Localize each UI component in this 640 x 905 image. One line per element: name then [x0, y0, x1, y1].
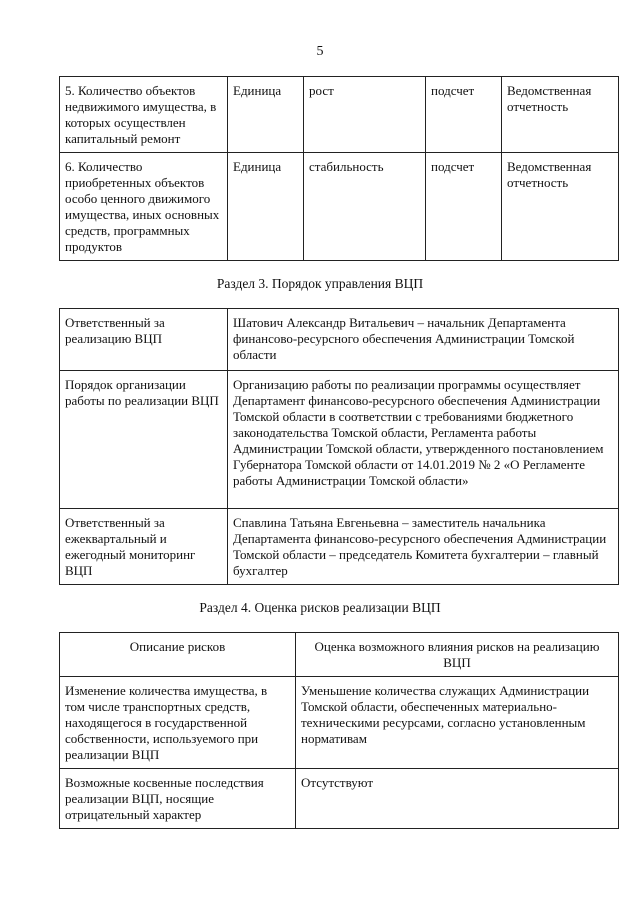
table-header-row — [60, 633, 619, 677]
management-label: Ответственный за ежеквартальный и ежегодный мониторинг ВЦП — [60, 509, 228, 585]
management-value: Шатович Александр Витальевич – начальник Департамента финансово-ресурсного обеспечения Администрации Томской области — [228, 309, 619, 371]
table-row — [60, 309, 619, 371]
table-row — [60, 371, 619, 509]
indicator-unit: Единица — [228, 153, 304, 261]
risk-column-header: Описание рисков — [60, 633, 296, 677]
management-value: Организацию работы по реализации программы осуществляет Департамент финансово-ресурсного обеспечения Администрации Томской области в соответствии с требованиями бюджетного законодательства Томской области, Регламента работы Администрации Томской области, утвержденного постановлением Губернатора Томской области от 14.01.2019 № 2 «О Регламенте работы Администрации Томской области» — [228, 371, 619, 509]
risk-impact: Отсутствуют — [296, 769, 619, 829]
indicator-method: подсчет — [426, 77, 502, 153]
section3-title: Раздел 3. Порядок управления ВЦП — [216, 276, 424, 291]
table-row — [60, 677, 619, 769]
section4-title: Раздел 4. Оценка рисков реализации ВЦП — [199, 600, 441, 615]
indicator-name: 6. Количество приобретенных объектов особо ценного движимого имущества, иных основных средств, программных продуктов — [60, 153, 228, 261]
management-label: Порядок организации работы по реализации ВЦП — [60, 371, 228, 509]
impact-column-header: Оценка возможного влияния рисков на реализацию ВЦП — [296, 633, 619, 677]
table-row — [60, 77, 619, 153]
management-value: Спавлина Татьяна Евгеньевна – заместитель начальника Департамента финансово-ресурсного обеспечения Администрации Томской области – председатель Комитета бухгалтерии – главный бухгалтер — [228, 509, 619, 585]
risk-description: Изменение количества имущества, в том числе транспортных средств, находящегося в государственной собственности, используемого при реализации ВЦП — [60, 677, 296, 769]
table-row — [60, 153, 619, 261]
risks-table — [59, 632, 619, 829]
indicator-method: подсчет — [426, 153, 502, 261]
risk-impact: Уменьшение количества служащих Администрации Томской области, обеспеченных материально-техническими ресурсами, согласно установленным нормативам — [296, 677, 619, 769]
indicator-name: 5. Количество объектов недвижимого имущества, в которых осуществлен капитальный ремонт — [60, 77, 228, 153]
indicator-unit: Единица — [228, 77, 304, 153]
risk-description: Возможные косвенные последствия реализации ВЦП, носящие отрицательный характер — [60, 769, 296, 829]
page-number: 5 — [316, 44, 324, 59]
indicators-table — [59, 76, 619, 261]
indicator-trend: рост — [304, 77, 426, 153]
indicator-source: Ведомственная отчетность — [502, 77, 619, 153]
management-label: Ответственный за реализацию ВЦП — [60, 309, 228, 371]
table-row — [60, 769, 619, 829]
management-table — [59, 308, 619, 585]
indicator-trend: стабильность — [304, 153, 426, 261]
table-row — [60, 509, 619, 585]
indicator-source: Ведомственная отчетность — [502, 153, 619, 261]
